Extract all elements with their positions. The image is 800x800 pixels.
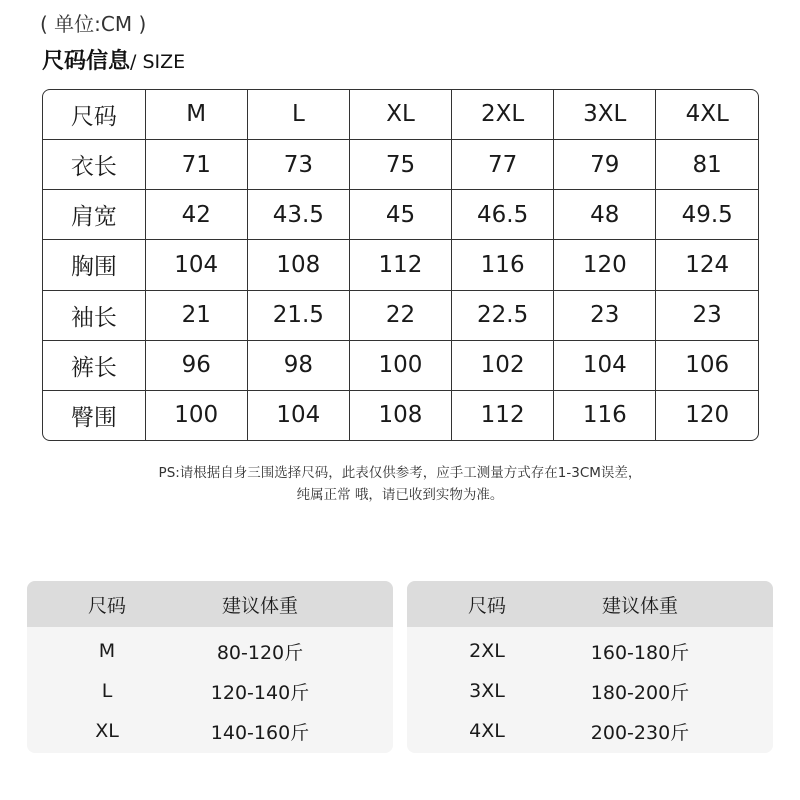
- weight-table-header: [407, 581, 773, 627]
- table-cell: 102: [452, 340, 554, 390]
- weight-value: 140-160斤: [210, 721, 310, 744]
- weight-size: M: [98, 640, 116, 662]
- table-cell: 112: [349, 240, 451, 290]
- table-cell: 98: [247, 340, 349, 390]
- table-cell: 77: [452, 139, 554, 189]
- weight-row: [27, 671, 393, 711]
- table-cell: 79: [554, 139, 656, 189]
- header-cell: XL: [349, 90, 451, 139]
- row-label: 袖长: [43, 290, 145, 340]
- table-cell: 71: [145, 139, 247, 189]
- header-cell: L: [247, 90, 349, 139]
- size-table-header-row: [43, 90, 758, 139]
- table-cell: 104: [247, 390, 349, 440]
- table-cell: 104: [554, 340, 656, 390]
- weight-table-header: [27, 581, 393, 627]
- table-cell: 21: [145, 290, 247, 340]
- weight-size: L: [101, 680, 113, 702]
- header-cell: M: [145, 90, 247, 139]
- table-cell: 43.5: [247, 190, 349, 240]
- table-cell: 21.5: [247, 290, 349, 340]
- weight-value: 120-140斤: [210, 681, 310, 704]
- row-label: 裤长: [43, 340, 145, 390]
- row-label: 衣长: [43, 139, 145, 189]
- table-cell: 22.5: [452, 290, 554, 340]
- table-row: [43, 139, 758, 189]
- table-row: [43, 340, 758, 390]
- table-row: [43, 240, 758, 290]
- header-weight: 建议体重: [601, 594, 678, 617]
- weight-table-left: [27, 581, 393, 753]
- table-cell: 48: [554, 190, 656, 240]
- table-cell: 49.5: [656, 190, 758, 240]
- weight-size: 4XL: [469, 720, 505, 742]
- weight-row: [407, 671, 773, 711]
- table-cell: 46.5: [452, 190, 554, 240]
- weight-row: [27, 631, 393, 671]
- table-row: [43, 290, 758, 340]
- table-cell: 108: [247, 240, 349, 290]
- weight-value: 200-230斤: [590, 721, 690, 744]
- note-line-1: PS:请根据自身三围选择尺码，此表仅供参考，应手工测量方式存在1-3CM误差，: [158, 465, 642, 481]
- table-cell: 108: [349, 390, 451, 440]
- row-label: 胸围: [43, 240, 145, 290]
- table-cell: 120: [554, 240, 656, 290]
- table-cell: 22: [349, 290, 451, 340]
- table-cell: 96: [145, 340, 247, 390]
- weight-size: 2XL: [469, 640, 505, 662]
- header-cell: 2XL: [452, 90, 554, 139]
- header-weight: 建议体重: [221, 594, 298, 617]
- weight-row: [407, 631, 773, 671]
- weight-size: XL: [95, 720, 119, 742]
- table-cell: 81: [656, 139, 758, 189]
- weight-row: [407, 711, 773, 751]
- table-cell: 75: [349, 139, 451, 189]
- table-cell: 45: [349, 190, 451, 240]
- title-en: / SIZE: [130, 51, 186, 73]
- measurement-note: [40, 462, 760, 506]
- table-cell: 112: [452, 390, 554, 440]
- weight-table-right: [407, 581, 773, 753]
- table-cell: 100: [145, 390, 247, 440]
- table-cell: 23: [656, 290, 758, 340]
- weight-size: 3XL: [469, 680, 505, 702]
- weight-row: [27, 711, 393, 751]
- row-label: 臀围: [43, 390, 145, 440]
- weight-value: 180-200斤: [590, 681, 690, 704]
- table-row: [43, 390, 758, 440]
- header-cell: 4XL: [656, 90, 758, 139]
- header-cell: 尺码: [43, 90, 145, 139]
- header-size: 尺码: [467, 594, 506, 617]
- weight-value: 160-180斤: [590, 641, 690, 664]
- size-table: [42, 89, 759, 441]
- table-cell: 120: [685, 402, 730, 429]
- table-cell: 116: [554, 390, 656, 440]
- header-size: 尺码: [87, 594, 126, 617]
- table-cell: 23: [554, 290, 656, 340]
- page-title: [42, 44, 185, 75]
- table-cell: 116: [452, 240, 554, 290]
- unit-label: ( 单位:CM ): [40, 12, 147, 36]
- title-cn: 尺码信息: [42, 49, 131, 74]
- table-row: [43, 190, 758, 240]
- table-cell: 73: [247, 139, 349, 189]
- row-label: 肩宽: [43, 190, 145, 240]
- table-cell: 100: [349, 340, 451, 390]
- table-cell: 106: [656, 340, 758, 390]
- weight-value: 80-120斤: [216, 641, 304, 664]
- table-cell: 42: [145, 190, 247, 240]
- note-line-2: 纯属正常 哦，请已收到实物为准。: [296, 487, 504, 503]
- table-cell: 104: [145, 240, 247, 290]
- header-cell: 3XL: [554, 90, 656, 139]
- table-cell: 124: [656, 240, 758, 290]
